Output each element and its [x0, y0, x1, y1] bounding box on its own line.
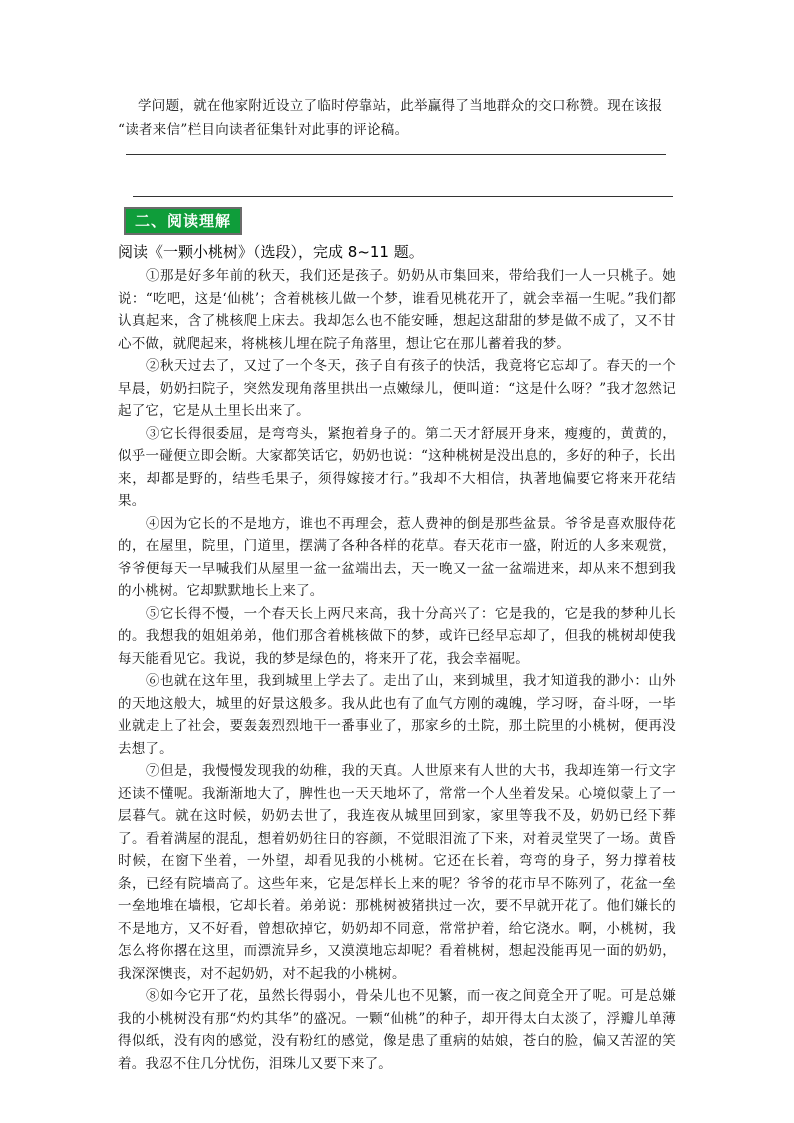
- intro-line: 学问题，就在他家附近设立了临时停靠站，此举赢得了当地群众的交口称赞。现在该报: [138, 98, 663, 114]
- answer-line: [126, 154, 666, 155]
- article-paragraph: ⑤它长得不慢，一个春天长上两尺来高，我十分高兴了：它是我的，它是我的梦种儿长的。我想我的姐姐弟弟，他们那含着桃核做下的梦，或许已经早忘却了，但我的桃树却使我每天能看见它。我说，我的梦是绿色的，将来开了花，我会幸福呢。: [118, 605, 676, 667]
- intro-text: [118, 94, 674, 142]
- article-paragraph: ⑦但是，我慢慢发现我的幼稚，我的天真。人世原来有人世的大书，我却连第一行文字还读不懂呢。我渐渐地大了，脾性也一天天地坏了，常常一个人坐着发呆。心境似蒙上了一层暮气。就在这时候，奶奶去世了，我连夜从城里回到家，家里等我不及，奶奶已经下葬了。看着满屋的混乱，想着奶奶往日的容颜，不觉眼泪流了下来，对着灵堂哭了一场。黄昏时候，在窗下坐着，一外望，却看见我的小桃树。它还在长着，弯弯的身子，努力撑着枝条，已经有院墙高了。这些年来，它是怎样长上来的呢？爷爷的花市早不陈列了，花盆一垒一垒地堆在墙根，它却长着。弟弟说：那桃树被猪拱过一次，要不早就开花了。他们嫌长的不是地方，又不好看，曾想砍掉它，奶奶却不同意，常常护着，给它浇水。啊，小桃树，我怎么将你撂在这里，而漂流异乡，又漠漠地忘却呢？看着桃树，想起没能再见一面的奶奶，我深深懊丧，对不起奶奶，对不起我的小桃树。: [118, 763, 676, 982]
- article-paragraph: ③它长得很委屈，是弯弯头，紧抱着身子的。第二天才舒展开身来，瘦瘦的，黄黄的，似乎一碰便立即会断。大家都笑话它，奶奶也说：“这种桃树是没出息的，多好的种子，长出来，却都是野的，结些毛果子，须得嫁接才行。”我却不大相信，执著地偏要它将来开花结果。: [118, 425, 676, 509]
- intro-line: “读者来信”栏目向读者征集针对此事的评论稿。: [118, 122, 409, 138]
- answer-line: [133, 196, 673, 197]
- article-paragraph: ⑥也就在这年里，我到城里上学去了。走出了山，来到城里，我才知道我的渺小：山外的天地这般大，城里的好景这般多。我从此也有了血气方刚的魂魄，学习呀，奋斗呀，一毕业就走上了社会，要轰轰烈烈地干一番事业了，那家乡的土院，那土院里的小桃树，便再没去想了。: [118, 673, 676, 757]
- reading-instruction: 阅读《一颗小桃树》（选段），完成 8~11 题。: [118, 243, 424, 261]
- article-paragraph: ②秋天过去了，又过了一个冬天，孩子自有孩子的快活，我竟将它忘却了。春天的一个早晨，奶奶扫院子，突然发现角落里拱出一点嫩绿儿，便叫道：“这是什么呀？”我才忽然记起了它，它是从土里长出来了。: [118, 358, 676, 419]
- article-paragraph: ④因为它长的不是地方，谁也不再理会，惹人费神的倒是那些盆景。爷爷是喜欢服侍花的，在屋里，院里，门道里，摆满了各种各样的花草。春天花市一盛，附近的人多来观赏，爷爷便每天一早喊我们从屋里一盆一盆端出去，天一晚又一盆一盆端进来，却从来不想到我的小桃树。它却默默地长上来了。: [118, 515, 676, 599]
- article-body: [118, 265, 676, 1075]
- article-paragraph: ⑧如今它开了花，虽然长得弱小，骨朵儿也不见繁，而一夜之间竟全开了呢。可是总嫌我的小桃树没有那“灼灼其华”的盛况。一颗“仙桃”的种子，却开得太白太淡了，浮瓣儿单薄得似纸，没有肉的感觉，没有粉红的感觉，像是患了重病的姑娘，苍白的脸，偏又苦涩的笑着。我忍不住几分忧伤，泪珠儿又要下来了。: [118, 988, 676, 1072]
- article-paragraph: ①那是好多年前的秋天，我们还是孩子。奶奶从市集回来，带给我们一人一只桃子。她说：“吃吧，这是‘仙桃’；含着桃核儿做一个梦，谁看见桃花开了，就会幸福一生呢。”我们都认真起来，含了桃核爬上床去。我却怎么也不能安睡，想起这甜甜的梦是做不成了，又不甘心不做，就爬起来，将桃核儿埋在院子角落里，想让它在那儿蓄着我的梦。: [118, 268, 676, 352]
- section-heading: 二、阅读理解: [124, 207, 242, 235]
